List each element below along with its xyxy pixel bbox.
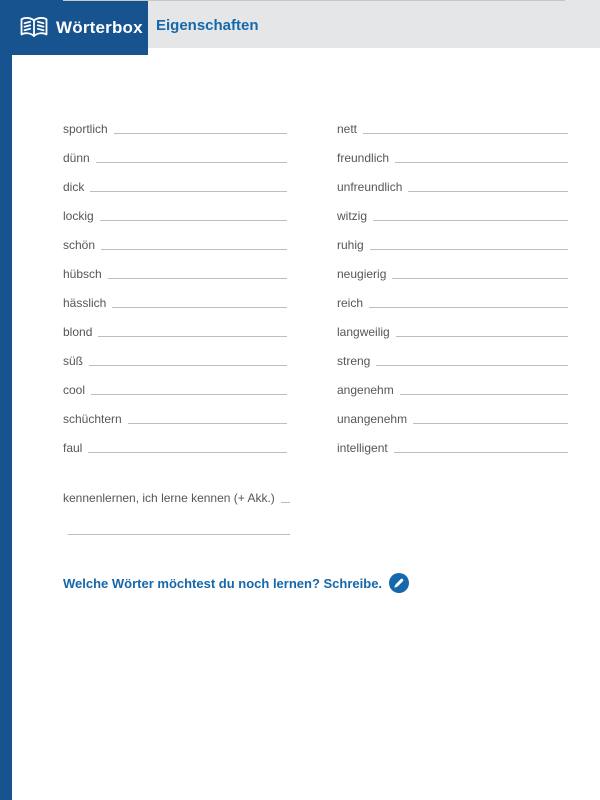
answer-line <box>396 336 568 337</box>
word-row <box>337 368 568 397</box>
word-row <box>63 136 287 165</box>
word-label: lockig <box>63 209 94 223</box>
word-row <box>63 310 287 339</box>
answer-line <box>128 423 287 424</box>
brand-title: Wörterbox <box>56 17 143 37</box>
word-label: sportlich <box>63 122 108 136</box>
word-label: hässlich <box>63 296 107 310</box>
word-row <box>337 165 568 194</box>
answer-line <box>88 452 287 453</box>
word-row <box>337 426 568 455</box>
answer-line <box>395 162 568 163</box>
word-label: neugierig <box>337 267 387 281</box>
word-row <box>63 223 287 252</box>
word-label: nett <box>337 122 358 136</box>
word-row <box>337 339 568 368</box>
left-margin-rule <box>0 0 12 800</box>
page-title: Eigenschaften <box>156 17 259 34</box>
word-label: schüchtern <box>63 412 122 426</box>
word-label: reich <box>337 296 364 310</box>
prompt-text: Welche Wörter möchtest du noch lernen? Schreibe. <box>63 575 383 591</box>
word-label: hübsch <box>63 267 102 281</box>
word-row <box>63 107 287 136</box>
answer-line <box>408 191 568 192</box>
answer-line <box>373 220 568 221</box>
answer-line <box>108 278 287 279</box>
word-row <box>63 194 287 223</box>
answer-line <box>96 162 287 163</box>
brand-box <box>0 0 148 55</box>
write-line <box>63 0 565 1</box>
word-label: freundlich <box>337 151 390 165</box>
answer-line <box>363 133 568 134</box>
word-label: ruhig <box>337 238 364 252</box>
answer-line <box>413 423 568 424</box>
open-book-icon <box>19 15 49 41</box>
word-row <box>63 397 287 426</box>
word-row <box>337 252 568 281</box>
answer-line <box>370 249 568 250</box>
word-label: schön <box>63 238 96 252</box>
word-row <box>337 223 568 252</box>
word-column-left <box>63 107 287 455</box>
answer-line <box>281 502 290 503</box>
word-label: unangenehm <box>337 412 408 426</box>
word-label: langweilig <box>337 325 390 339</box>
answer-line <box>392 278 568 279</box>
word-label: süß <box>63 354 84 368</box>
answer-line <box>68 534 290 535</box>
word-label: unfreundlich <box>337 180 403 194</box>
word-column-right <box>337 107 568 455</box>
word-label: faul <box>63 441 83 455</box>
answer-line <box>369 307 568 308</box>
word-row <box>63 165 287 194</box>
answer-line <box>394 452 568 453</box>
answer-line <box>400 394 568 395</box>
word-label: angenehm <box>337 383 394 397</box>
answer-line <box>376 365 568 366</box>
word-row <box>63 339 287 368</box>
word-label: cool <box>63 383 86 397</box>
word-label: blond <box>63 325 93 339</box>
answer-line <box>91 394 287 395</box>
answer-line <box>98 336 287 337</box>
word-row <box>63 281 287 310</box>
word-row <box>63 252 287 281</box>
word-label: streng <box>337 354 371 368</box>
answer-line <box>100 220 287 221</box>
extra-entry-row <box>63 477 290 505</box>
word-row <box>337 397 568 426</box>
answer-line <box>90 191 287 192</box>
word-label: dünn <box>63 151 90 165</box>
answer-line <box>114 133 287 134</box>
word-row <box>337 194 568 223</box>
word-row <box>337 281 568 310</box>
word-label: witzig <box>337 209 368 223</box>
answer-line <box>112 307 287 308</box>
extra-entry-label: kennenlernen, ich lerne kennen (+ Akk.) <box>63 491 275 505</box>
word-row <box>337 310 568 339</box>
word-row <box>337 136 568 165</box>
answer-line <box>101 249 287 250</box>
answer-line <box>89 365 287 366</box>
word-label: dick <box>63 180 85 194</box>
pencil-icon <box>389 573 409 593</box>
word-row <box>63 368 287 397</box>
word-row <box>337 107 568 136</box>
word-label: intelligent <box>337 441 388 455</box>
word-row <box>63 426 287 455</box>
prompt-row <box>63 573 409 593</box>
